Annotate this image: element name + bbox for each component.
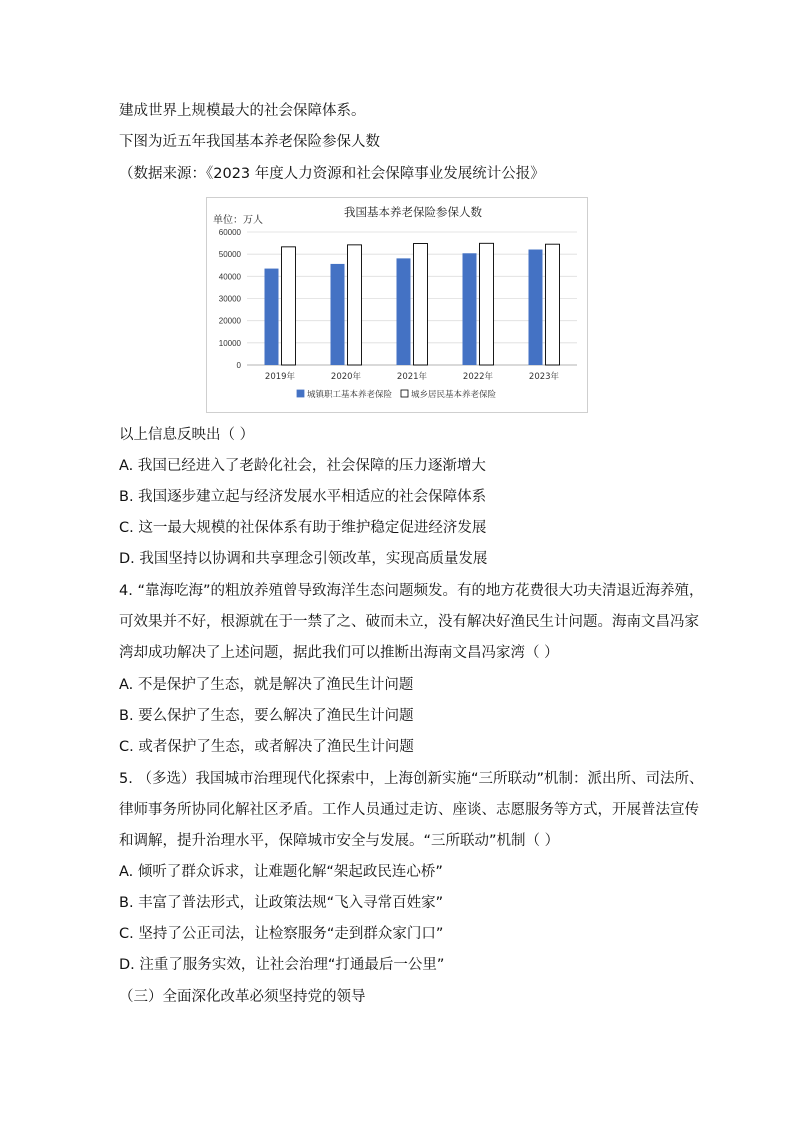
q4-stem-line-3: 湾却成功解决了上述问题，据此我们可以推断出海南文昌冯家湾（ ） [119, 645, 559, 661]
bar-urban-rural-resident-2 [348, 245, 362, 365]
x-tick-label: 2020年 [330, 372, 362, 382]
chart-bars [265, 243, 560, 365]
legend-label: 城乡居民基本养老保险 [411, 390, 497, 400]
q4-option-a: A. 不是保护了生态，就是解决了渔民生计问题 [119, 677, 414, 693]
y-tick-label: 10000 [218, 338, 241, 348]
q3-stem: 以上信息反映出（ ） [119, 427, 255, 443]
y-tick-label: 20000 [218, 316, 241, 326]
y-tick-label: 0 [236, 361, 241, 370]
q5-option-b: B. 丰富了普法形式，让政策法规“飞入寻常百姓家” [119, 895, 444, 911]
q4-stem-line-1: 4. “靠海吃海”的粗放养殖曾导致海洋生态问题频发。有的地方花费很大功夫清退近海养殖， [119, 583, 704, 599]
q3-option-b: B. 我国逐步建立起与经济发展水平相适应的社会保障体系 [119, 489, 487, 505]
y-tick-label: 60000 [218, 228, 241, 237]
q5-stem-line-2: 律师事务所协同化解社区矛盾。工作人员通过走访、座谈、志愿服务等方式，开展普法宣传 [119, 802, 699, 818]
bar-urban-rural-resident-4 [480, 243, 494, 365]
x-tick-label: 2021年 [396, 372, 428, 382]
q3-option-c: C. 这一最大规模的社保体系有助于维护稳定促进经济发展 [119, 520, 487, 536]
bar-urban-employee-5 [529, 250, 543, 365]
legend-swatch [401, 390, 408, 397]
chart-gridlines [247, 232, 577, 365]
intro-line-1: 建成世界上规模最大的社会保障体系。 [119, 103, 366, 119]
q4-option-b: B. 要么保护了生态，要么解决了渔民生计问题 [119, 708, 414, 724]
q5-stem-line-3: 和调解，提升治理水平，保障城市安全与发展。“三所联动”机制（ ） [119, 833, 560, 849]
pension-chart [206, 197, 588, 413]
bar-urban-employee-4 [463, 253, 477, 365]
x-tick-label: 2019年 [264, 372, 296, 382]
bar-urban-rural-resident-1 [282, 247, 296, 365]
bar-urban-employee-1 [265, 269, 279, 365]
q4-option-c: C. 或者保护了生态，或者解决了渔民生计问题 [119, 739, 414, 755]
intro-line-2: 下图为近五年我国基本养老保险参保人数 [119, 134, 380, 150]
q5-stem-line-1: 5. （多选）我国城市治理现代化探索中，上海创新实施“三所联动”机制：派出所、司法所、 [119, 771, 704, 787]
x-tick-label: 2022年 [462, 372, 494, 382]
bar-urban-employee-2 [331, 264, 345, 365]
q5-option-a: A. 倾听了群众诉求，让难题化解“架起政民连心桥” [119, 864, 443, 880]
q5-option-c: C. 坚持了公正司法，让检察服务“走到群众家门口” [119, 926, 444, 942]
chart-legend [297, 389, 497, 400]
bar-urban-rural-resident-3 [414, 244, 428, 365]
y-tick-label: 30000 [218, 294, 241, 304]
x-tick-label: 2023年 [528, 372, 560, 382]
chart-svg [207, 198, 587, 412]
chart-title: 我国基本养老保险参保人数 [344, 205, 482, 219]
legend-swatch [297, 390, 304, 397]
chart-y-axis [219, 228, 242, 370]
chart-x-axis [265, 371, 560, 382]
section-heading: （三）全面深化改革必须坚持党的领导 [119, 989, 366, 1005]
data-source-line: （数据来源：《2023 年度人力资源和社会保障事业发展统计公报》 [119, 166, 545, 182]
bar-urban-employee-3 [397, 258, 411, 365]
y-tick-label: 50000 [218, 250, 241, 260]
legend-label: 城镇职工基本养老保险 [307, 390, 393, 400]
q5-option-d: D. 注重了服务实效，让社会治理“打通最后一公里” [119, 957, 445, 973]
bar-urban-rural-resident-5 [546, 244, 560, 365]
chart-unit-label: 单位：万人 [213, 215, 263, 226]
q3-option-d: D. 我国坚持以协调和共享理念引领改革，实现高质量发展 [119, 551, 488, 567]
y-tick-label: 40000 [218, 272, 241, 282]
q3-option-a: A. 我国已经进入了老龄化社会，社会保障的压力逐渐增大 [119, 458, 486, 474]
q4-stem-line-2: 可效果并不好，根源就在于一禁了之、破而未立，没有解决好渔民生计问题。海南文昌冯家 [119, 614, 699, 630]
